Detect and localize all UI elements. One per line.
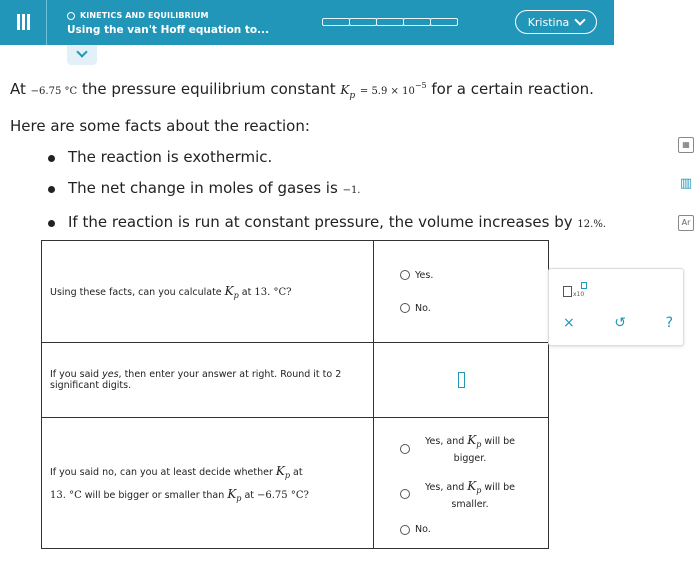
radio-button[interactable] — [400, 525, 410, 535]
bullet-icon — [48, 186, 55, 193]
tool-buttons — [563, 315, 673, 331]
question-statement: At −6.75 °C the pressure equilibrium constant $K_p = 5.9 \times 10^{-5}$ for a certain reaction. — [10, 80, 594, 101]
temperature-value: −6.75 °C — [30, 86, 78, 97]
topic-text: KINETICS AND EQUILIBRIUM — [80, 11, 209, 20]
menu-icon — [17, 14, 20, 30]
bullet-icon — [48, 220, 55, 227]
top-bar-right — [614, 0, 700, 45]
scientific-notation-button[interactable]: x10 — [563, 282, 589, 300]
progress-segment — [430, 18, 458, 26]
chart-icon[interactable]: ▥ — [679, 176, 693, 191]
option-no[interactable]: No. — [400, 303, 540, 314]
progress-segment — [376, 18, 404, 26]
topic-label — [67, 11, 209, 20]
topic-circle-icon — [67, 12, 75, 20]
assignment-title: Using the van't Hoff equation to... — [67, 24, 270, 36]
menu-button[interactable] — [0, 0, 47, 45]
user-name: Kristina — [527, 15, 570, 29]
progress-segment — [403, 18, 431, 26]
r3-options — [374, 418, 549, 549]
progress-segment — [349, 18, 377, 26]
r2-instruction: If you said yes, then enter your answer at right. Round it to 2 significant digits. — [42, 343, 374, 418]
option-smaller[interactable]: Yes, and $K_p$ will be smaller. — [400, 477, 540, 513]
chevron-down-icon — [76, 46, 87, 57]
answer-input[interactable] — [458, 372, 465, 388]
option-yes[interactable]: Yes. — [400, 270, 540, 281]
collapse-toggle[interactable] — [67, 45, 97, 65]
exponent-box-icon — [581, 282, 587, 289]
radio-button[interactable] — [400, 270, 410, 280]
r2-answer-cell — [374, 343, 549, 418]
periodic-table-icon[interactable]: Ar — [678, 215, 694, 231]
r1-question: Using these facts, can you calculate $K_p$ at 13. °C? — [42, 241, 374, 343]
radio-button[interactable] — [400, 444, 410, 454]
kp-value: = 5.9 × 10 — [359, 86, 415, 97]
answer-tools-panel — [548, 268, 684, 346]
r1-options — [374, 241, 549, 343]
option-bigger[interactable]: Yes, and $K_p$ will be bigger. — [400, 431, 540, 467]
mantissa-box-icon — [563, 286, 572, 297]
calculator-icon[interactable]: ▦ — [678, 137, 694, 153]
bullet-icon — [48, 155, 55, 162]
facts-heading: Here are some facts about the reaction: — [10, 117, 310, 135]
undo-button[interactable]: ↺ — [614, 315, 627, 331]
fact-item: The net change in moles of gases is −1. — [48, 179, 360, 197]
progress-segment — [322, 18, 350, 26]
fact-item: If the reaction is run at constant pressure, the volume increases by 12.%. — [48, 213, 606, 231]
r3-question: If you said no, can you at least decide whether $K_p$ at 13. °C will be bigger or smaller than $K_p$ at −6.75 °C? — [42, 418, 374, 549]
question-table — [41, 240, 549, 549]
clear-button[interactable]: × — [563, 315, 575, 331]
chevron-down-icon — [575, 14, 586, 25]
fact-item: The reaction is exothermic. — [48, 148, 272, 166]
user-menu-button[interactable] — [515, 10, 597, 34]
help-button[interactable]: ? — [665, 315, 673, 331]
radio-button[interactable] — [400, 303, 410, 313]
progress-bar — [322, 18, 457, 26]
radio-button[interactable] — [400, 489, 410, 499]
option-no[interactable]: No. — [400, 524, 540, 535]
